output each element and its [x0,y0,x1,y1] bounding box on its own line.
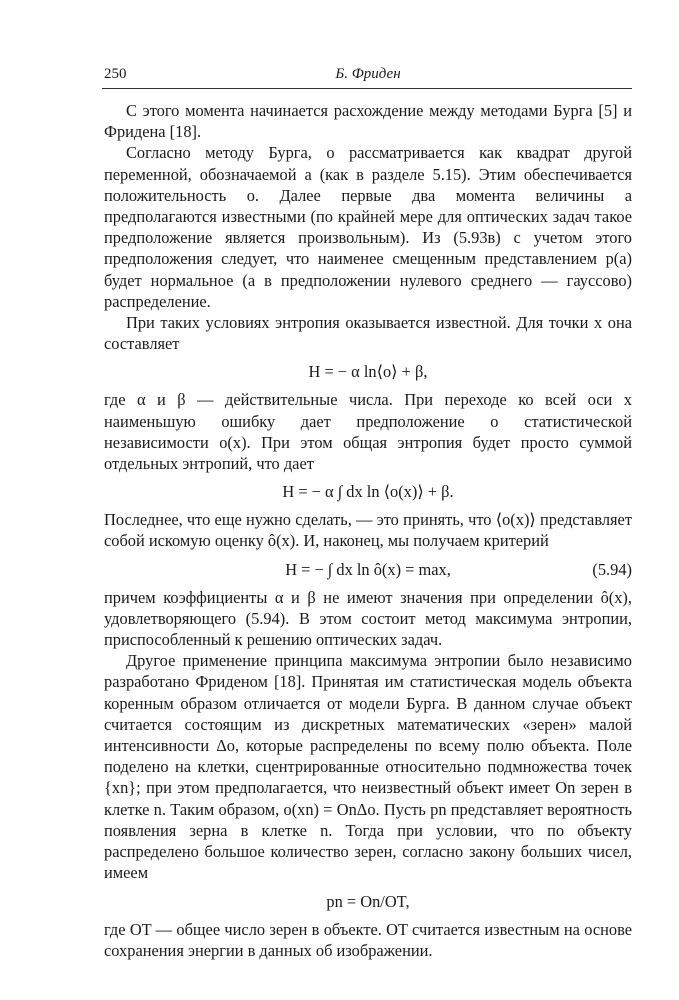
paragraph-5: Последнее, что еще нужно сделать, — это принять, что ⟨o(x)⟩ представляет собой искомую оценку ô(x). И, наконец, мы получаем критерий [104,510,632,551]
equation-4-text: pn = On/OT, [326,891,410,911]
equation-3-text: H = − ∫ dx ln ô(x) = max, [285,559,451,579]
page-body [104,100,632,961]
paragraph-7: Другое применение принципа максимума энтропии было независимо разработано Фриденом [18]. Принятая им статистическая модель объекта коренным образом отличается от модели Бурга. В данном случае объект считается состоящим из дискретных математических «зерен» малой интенсивности Δo, которые распределены по всему полю объекта. Поле поделено на клетки, сцентрированные относительно подмножества точек {xn}; при этом предполагается, что неизвестный объект имеет On зерен в клетке n. Таким образом, o(xn) = OnΔo. Пусть pn представляет вероятность появления зерна в клетке n. Тогда при условии, что по объекту распределено большое количество зерен, согласно закону больших чисел, имеем [104,651,632,883]
running-header [104,64,632,86]
equation-1-text: H = − α ln⟨o⟩ + β, [308,362,428,382]
equation-4 [104,887,632,916]
equation-3 [104,555,632,584]
paragraph-1: С этого момента начинается расхождение между методами Бурга [5] и Фридена [18]. [104,101,632,142]
equation-1 [104,357,632,386]
equation-2 [104,477,632,506]
equation-3-number: (5.94) [592,559,632,579]
equation-2-text: H = − α ∫ dx ln ⟨o(x)⟩ + β. [282,482,454,502]
running-head-author: Б. Фриден [335,66,401,82]
paragraph-2: Согласно методу Бурга, o рассматривается как квадрат другой переменной, обозначаемой a (как в разделе 5.15). Этим обеспечивается положительность o. Далее первые два момента величины a предполагаются известными (по крайней мере для оптических задач такое предположение является произвольным). Из (5.93в) с учетом этого предположения следует, что наименее смещенным представлением p(a) будет нормальное (а в предположении нулевого среднего — гауссово) распределение. [104,143,632,311]
paragraph-4: где α и β — действительные числа. При переходе ко всей оси x наименьшую ошибку дает предположение о статистической независимости o(x). При этом общая энтропия будет просто суммой отдельных энтропий, что дает [104,390,632,474]
page-number: 250 [104,66,127,82]
paragraph-6: причем коэффициенты α и β не имеют значения при определении ô(x), удовлетворяющего (5.94). В этом состоит метод максимума энтропии, приспособленный к решению оптических задач. [104,587,632,650]
paragraph-3: При таких условиях энтропия оказывается известной. Для точки x она составляет [104,313,632,354]
header-rule [102,88,632,89]
paragraph-8: где OT — общее число зерен в объекте. OT считается известным на основе сохранения энергии в данных об изображении. [104,919,632,960]
